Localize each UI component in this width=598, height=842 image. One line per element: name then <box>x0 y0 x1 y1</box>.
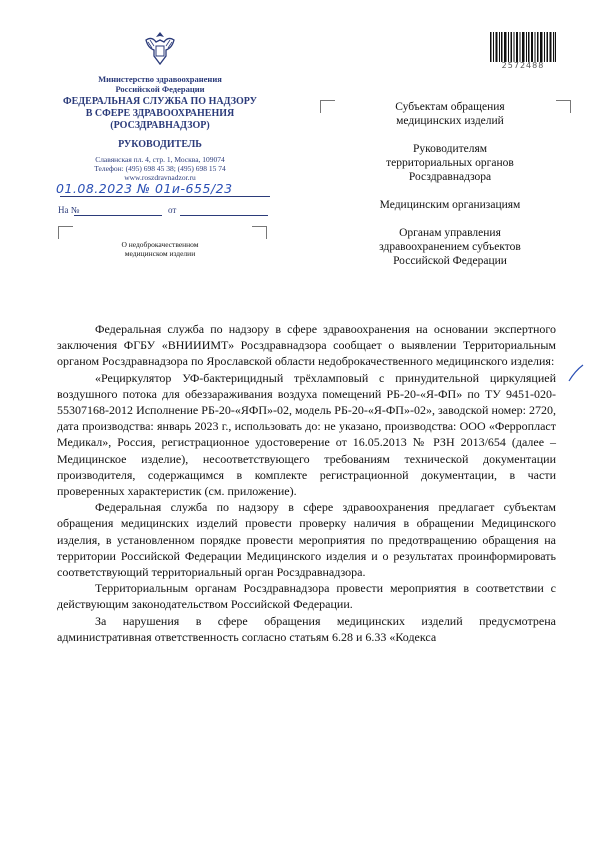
contact-address: Славянская пл. 4, стр. 1, Москва, 109074 Телефон: (495) 698 45 38; (495) 698 15 74 www.roszdravnadzor.ru <box>94 155 226 182</box>
handwritten-date-number: 01.08.2023 № 01и-655/23 <box>56 181 233 196</box>
barcode-icon <box>490 32 556 62</box>
address-corner-left <box>320 100 335 113</box>
paragraph: Федеральная служба по надзору в сфере здравоохранения предлагает субъектам обращения медицинских изделий провести проверку наличия в обращении Медицинского изделия, в установленном порядке провести мероприятия по предотвращению обращения на территории Российской Федерации Медицинского изделия и о результатах проинформировать соответствующий территориальный орган Росздравнадзора. <box>57 500 556 580</box>
ref-date-label: от <box>168 205 177 215</box>
addressee: Медицинским организациям <box>379 199 521 211</box>
letter-body <box>57 321 556 645</box>
paragraph: За нарушения в сфере обращения медицинских изделий предусмотрена административная ответственность согласно статьям 6.28 и 6.33 «Кодекса <box>57 613 556 644</box>
addressee: Руководителям территориальных органов Росздравнадзора <box>386 143 514 183</box>
paragraph: Территориальным органам Росздравнадзора провести мероприятия в соответствии с действующим законодательством Российской Федерации. <box>57 581 556 612</box>
barcode-number: 2572488 <box>501 61 545 70</box>
subject-corner-right <box>252 226 267 239</box>
ref-number-label: На № <box>58 205 80 215</box>
ref-date-line <box>180 215 268 216</box>
subject-corner-left <box>58 226 73 239</box>
addressee: Органам управления здравоохранением субъектов Российской Федерации <box>379 227 521 267</box>
addressees-block <box>340 100 560 282</box>
subject-line: О недоброкачественном медицинском изделии <box>121 240 199 258</box>
addressee: Субъектам обращения медицинских изделий <box>395 101 505 127</box>
head-title: РУКОВОДИТЕЛЬ <box>118 139 202 150</box>
ministry-name: Министерство здравоохранения Российской Федерации <box>98 74 222 94</box>
coat-of-arms-icon <box>142 28 178 68</box>
ref-number-line <box>74 215 162 216</box>
date-line <box>60 196 270 197</box>
paragraph: «Рециркулятор УФ-бактерицидный трёхламповый с принудительной циркуляцией воздушного потока для обеззараживания воздуха помещений РБ-20-«Я-ФП» по ТУ 9451-020-55307168-2012 Исполнение РБ-20-«ЯФП»-02, модель РБ-20-«Я-ФП»-02», заводской номер: 2720, дата производства: январь 2023 г., использовать до: не указано, производства: ООО «Ферропласт Медикал», Россия, регистрационное удостоверение от 16.05.2013 № РЗН 2013/654 (далее – Медицинское изделие), несоответствующего требованиям технической документации производителя, содержащимся в комплекте регистрационной документации, в части проверенных характеристик (см. приложение). <box>57 370 556 499</box>
paragraph: Федеральная служба по надзору в сфере здравоохранения на основании экспертного заключения ФГБУ «ВНИИИМТ» Росздравнадзора сообщает о выявлении Территориальным органом Росздравнадзора по Ярославской области недоброкачественного медицинского изделия: <box>57 322 556 369</box>
pen-mark-icon <box>567 363 585 383</box>
service-name: ФЕДЕРАЛЬНАЯ СЛУЖБА ПО НАДЗОРУ В СФЕРЕ ЗДРАВООХРАНЕНИЯ (РОСЗДРАВНАДЗОР) <box>63 96 257 131</box>
